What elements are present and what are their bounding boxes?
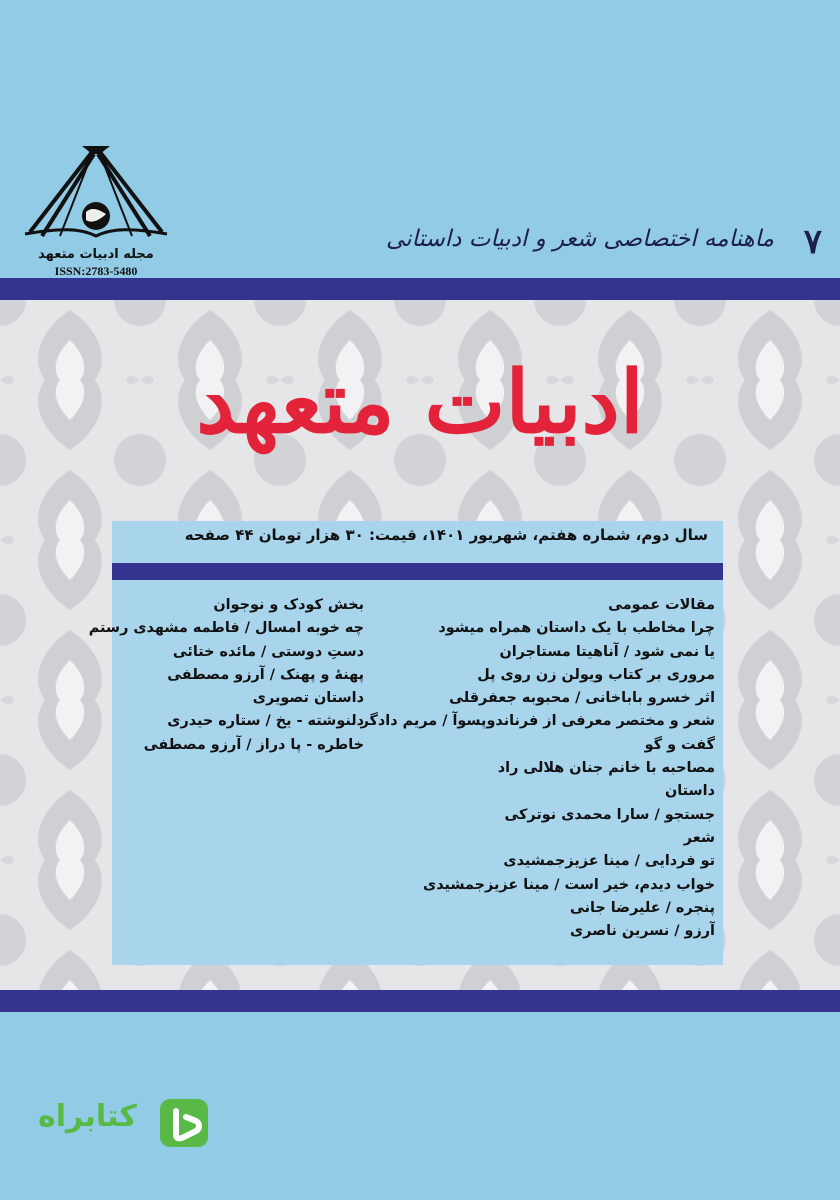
contents-item: شعر	[683, 829, 715, 846]
contents-column-left	[89, 594, 364, 757]
brand-name: کتابراه	[38, 1099, 137, 1134]
contents-item: خواب دیدم، خیر است / مینا عزیزجمشیدی	[423, 876, 715, 893]
contents-item: مقالات عمومی	[608, 597, 715, 613]
top-divider-band	[0, 278, 840, 300]
contents-item: شعر و مختصر معرفی از فرناندوپسوآ / مریم دادگر	[360, 713, 715, 730]
contents-item: داستان	[664, 783, 715, 800]
ketabrah-logo-icon	[156, 1093, 216, 1153]
contents-item: چرا مخاطب با یک داستان همراه میشود	[438, 620, 715, 637]
contents-column-right	[361, 594, 715, 943]
contents-item: یا نمی شود / آناهیتا مستاجران	[499, 643, 715, 660]
magazine-subtitle: ماهنامه اختصاصی شعر و ادبیات داستانی	[385, 226, 774, 252]
contents-item: چه خوبه امسال / فاطمه مشهدی رستم	[88, 620, 364, 637]
contents-item: مصاحبه با خانم جنان هلالی راد	[497, 760, 715, 777]
logo-name: مجله ادبیات متعهد	[38, 247, 154, 262]
contents-item: دستِ دوستی / مائده ختائی	[172, 643, 364, 660]
contents-item: جستجو / سارا محمدی نوترکی	[504, 806, 715, 823]
contents-item: دلنوشته - یخ / ستاره حیدری	[167, 713, 364, 730]
issue-number: ۷	[803, 222, 822, 262]
book-tent-icon	[20, 140, 172, 246]
info-divider-band	[112, 563, 723, 580]
contents-item: اثر خسرو باباخانی / محبوبه جعفرقلی	[449, 690, 715, 707]
contents-item: آرزو / نسرین ناصری	[570, 923, 715, 940]
issue-info: سال دوم، شماره هفتم، شهریور ۱۴۰۱، قیمت: ۳۰ هزار تومان ۴۴ صفحه	[184, 526, 708, 544]
ketabrah-brand[interactable]	[38, 1093, 218, 1163]
contents-item: بخش کودک و نوجوان	[213, 597, 364, 613]
contents-item: خاطره - پا دراز / آرزو مصطفی	[143, 736, 364, 753]
magazine-logo	[20, 140, 172, 280]
magazine-title: ادبیات متعهد	[196, 352, 644, 453]
contents-item: داستان تصویری	[252, 690, 364, 707]
contents-item: گفت و گو	[644, 736, 715, 753]
contents-item: تو فردایی / مینا عزیزجمشیدی	[503, 853, 715, 870]
contents-item: مروری بر کتاب ویولن زن روی پل	[477, 666, 715, 683]
bottom-divider-band	[0, 990, 840, 1012]
contents-item: پنجره / علیرضا جانی	[570, 899, 715, 916]
contents-item: پهنهٔ و پهنک / آرزو مصطفی	[167, 666, 364, 683]
issn-number: ISSN:2783-5480	[54, 264, 138, 278]
